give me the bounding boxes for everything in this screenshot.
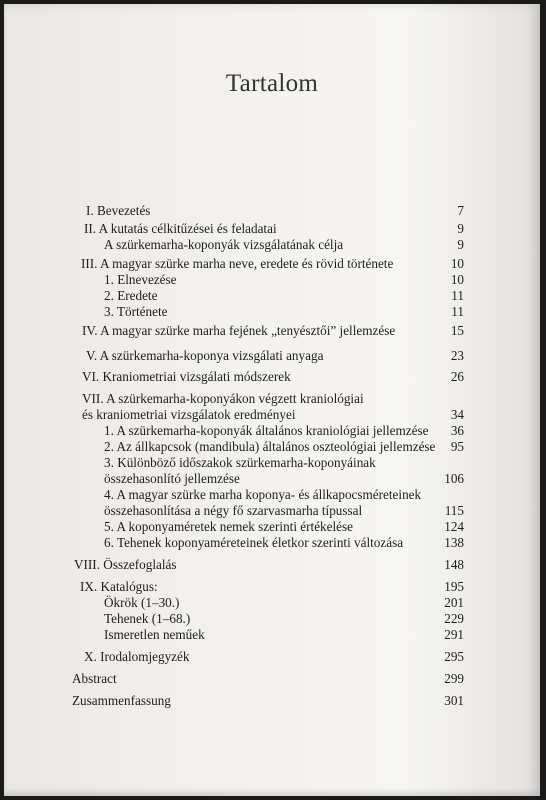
- toc-entry-page: 195: [444, 579, 464, 594]
- toc-entry: [80, 579, 464, 595]
- toc-entry-label: Tehenek (1–68.): [104, 611, 191, 626]
- toc-entry-page: 9: [457, 237, 464, 252]
- toc-entry-label: X. Irodalomjegyzék: [84, 649, 190, 664]
- toc-entry-page: 148: [444, 557, 464, 572]
- toc-entry-page: 138: [444, 535, 464, 550]
- toc-entry-page: 301: [444, 693, 464, 708]
- toc-entry-label: 6. Tehenek koponyaméreteinek életkor szerinti változása: [104, 535, 404, 550]
- toc-entry: [84, 535, 464, 551]
- toc-entry-label-line: összehasonlító jellemzése: [104, 471, 240, 486]
- toc-entry-page: 201: [444, 595, 464, 610]
- toc-entry: [84, 323, 464, 339]
- toc-entry-page: 115: [444, 503, 464, 518]
- toc-entry-label: 2. Eredete: [104, 288, 158, 303]
- toc-entry: [84, 348, 464, 364]
- toc-entry-label: [104, 455, 376, 487]
- toc-entry: [84, 423, 464, 439]
- toc-entry: [84, 203, 464, 219]
- toc-entry-page: 229: [444, 611, 464, 626]
- toc-entry: [72, 671, 464, 687]
- toc-entry-label-line: VII. A szürkemarha-koponyákon végzett kraniológiai: [82, 391, 364, 406]
- toc-entry-label: 1. Elnevezése: [104, 272, 177, 287]
- toc-entry: [84, 391, 464, 423]
- toc-entry-label: [82, 391, 364, 423]
- toc-entry-page: 10: [450, 256, 464, 271]
- toc-entry-page: 95: [450, 439, 464, 454]
- toc-entry: [84, 272, 464, 288]
- toc-entry-page: 299: [444, 671, 464, 686]
- toc-entry-label: Zusammenfassung: [72, 693, 171, 708]
- toc-entry-label: I. Bevezetés: [86, 203, 151, 218]
- page-title: Tartalom: [225, 70, 319, 97]
- toc-entry: [84, 595, 464, 611]
- toc-entry-label: II. A kutatás célkitűzései és feladatai: [84, 221, 277, 236]
- toc-entry-label: 3. Története: [104, 304, 168, 319]
- toc-entry-page: 10: [450, 272, 464, 287]
- toc-entry-page: 23: [450, 348, 464, 363]
- toc-entry-label: Ismeretlen neműek: [104, 627, 205, 642]
- toc-entry: [84, 237, 464, 253]
- toc-entry-page: 34: [450, 407, 464, 422]
- toc-entry: [84, 221, 464, 237]
- toc-entry-page: 11: [451, 304, 464, 319]
- toc-entry: [84, 611, 464, 627]
- toc-entry-page: 36: [450, 423, 464, 438]
- toc-entry: [72, 693, 464, 709]
- toc-entry-label-line: 3. Különböző időszakok szürkemarha-koponyáinak: [104, 455, 376, 470]
- toc-entry-label: [104, 487, 421, 519]
- toc-entry-label: 1. A szürkemarha-koponyák általános kraniológiai jellemzése: [104, 423, 429, 438]
- toc-entry-label: IV. A magyar szürke marha fejének „tenyésztői” jellemzése: [82, 323, 396, 338]
- toc-entry-label: Ökrök (1–30.): [104, 595, 180, 610]
- toc-entry: [84, 627, 464, 643]
- toc-entry-label: Abstract: [72, 671, 117, 686]
- toc-entry-page: 124: [444, 519, 464, 534]
- toc-entry: [84, 304, 464, 320]
- toc-entry-page: 7: [457, 203, 464, 218]
- toc-entry: [74, 557, 464, 573]
- toc-entry-label: IX. Katalógus:: [80, 579, 158, 594]
- toc-entry-label: III. A magyar szürke marha neve, eredete és rövid története: [81, 256, 394, 271]
- toc-entry-label-line: összehasonlítása a négy fő szarvasmarha típussal: [104, 503, 363, 518]
- toc-entry-page: 15: [450, 323, 464, 338]
- toc-entry: [84, 369, 464, 385]
- toc-entry: [84, 439, 464, 455]
- toc-entry-label: VI. Kraniometriai vizsgálati módszerek: [82, 369, 291, 384]
- toc-entry-label: 5. A koponyaméretek nemek szerinti értékelése: [104, 519, 354, 534]
- toc-entry: [84, 649, 464, 665]
- toc-entry-page: 11: [451, 288, 464, 303]
- toc-entry-label: V. A szürkemarha-koponya vizsgálati anyaga: [86, 348, 324, 363]
- toc-entry: [84, 487, 464, 519]
- toc-entry-page: 291: [444, 627, 464, 642]
- toc-entry-page: 295: [444, 649, 464, 664]
- toc-entry-label: A szürkemarha-koponyák vizsgálatának célja: [104, 237, 344, 252]
- toc-entry: [84, 455, 464, 487]
- toc-entry-label: VIII. Összefoglalás: [74, 557, 177, 572]
- toc-entry-page: 9: [457, 221, 464, 236]
- book-page: [4, 4, 540, 796]
- toc-entry-page: 26: [450, 369, 464, 384]
- toc-entry: [84, 288, 464, 304]
- toc-entry-label-line: 4. A magyar szürke marha koponya- és állkapocsméreteinek: [104, 487, 422, 502]
- toc-entry-label-line: és kraniometriai vizsgálatok eredményei: [82, 407, 296, 422]
- toc-entry: [84, 519, 464, 535]
- toc-entry: [81, 256, 464, 272]
- toc-entry-page: 106: [444, 471, 464, 486]
- toc-entry-label: 2. Az állkapcsok (mandibula) általános oszteológiai jellemzése: [104, 439, 436, 454]
